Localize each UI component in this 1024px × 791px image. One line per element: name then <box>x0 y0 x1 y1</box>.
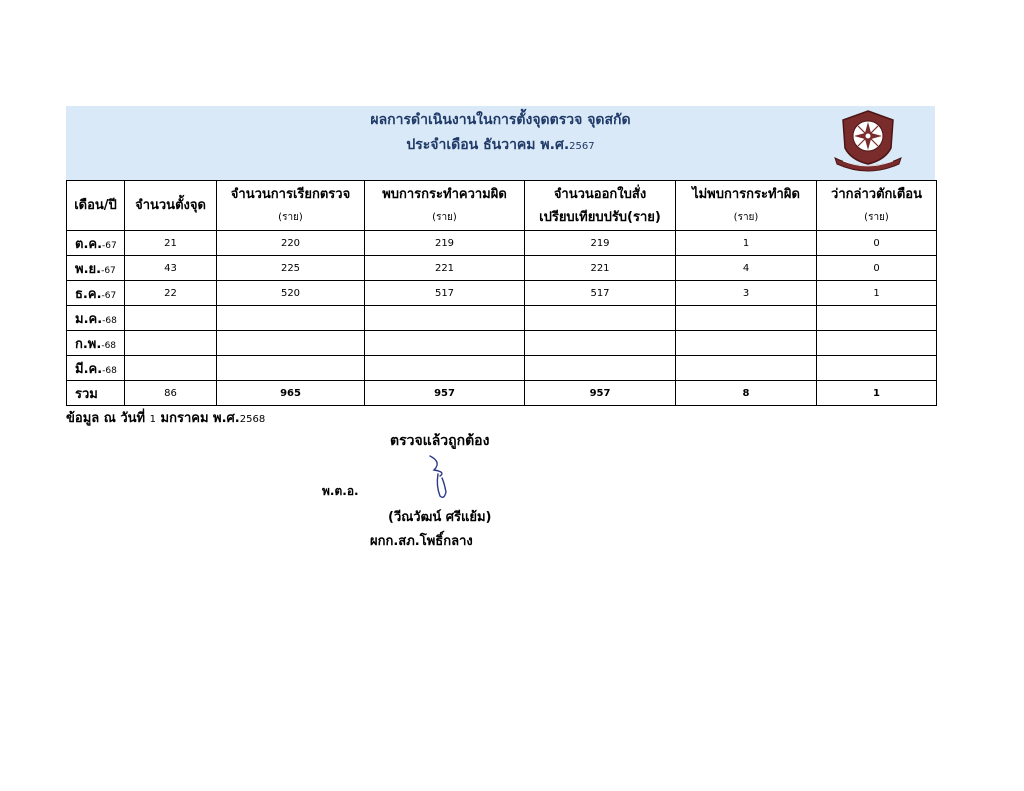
column-header <box>817 181 937 231</box>
value-cell <box>125 306 217 331</box>
column-header <box>525 181 676 231</box>
report-table <box>66 180 937 406</box>
column-header-line2: (ราย) <box>432 211 457 223</box>
value-cell <box>676 331 817 356</box>
value-cell: 520 <box>217 281 365 306</box>
value-cell <box>217 356 365 381</box>
value-cell <box>365 356 525 381</box>
month-year: -68 <box>102 315 117 326</box>
value-cell <box>125 331 217 356</box>
value-cell: 220 <box>217 231 365 256</box>
value-cell: 517 <box>365 281 525 306</box>
value-cell: 3 <box>676 281 817 306</box>
value-cell <box>525 306 676 331</box>
value-cell: 43 <box>125 256 217 281</box>
table-row <box>67 356 937 381</box>
police-seal-icon <box>833 108 903 172</box>
table-row <box>67 306 937 331</box>
month-cell <box>67 256 125 281</box>
month-cell <box>67 356 125 381</box>
month-label: มี.ค. <box>75 361 103 377</box>
value-cell <box>817 306 937 331</box>
note-day: 1 <box>149 414 156 425</box>
value-cell <box>676 306 817 331</box>
month-label: ก.พ. <box>75 336 102 352</box>
column-header-line2: (ราย) <box>733 211 759 223</box>
total-value-cell: 965 <box>217 381 365 406</box>
value-cell <box>525 356 676 381</box>
note-rest: มกราคม พ.ศ. <box>156 411 240 426</box>
column-header <box>217 181 365 231</box>
subtitle-year: 2567 <box>569 141 595 152</box>
month-cell <box>67 281 125 306</box>
column-header <box>125 181 217 231</box>
signer-rank: พ.ต.อ. <box>322 484 359 498</box>
value-cell <box>525 331 676 356</box>
value-cell: 4 <box>676 256 817 281</box>
value-cell: 221 <box>525 256 676 281</box>
month-year: -67 <box>102 240 117 251</box>
value-cell: 221 <box>365 256 525 281</box>
value-cell: 1 <box>817 281 937 306</box>
month-label: ม.ค. <box>75 311 103 327</box>
month-label: พ.ย. <box>75 261 102 277</box>
column-header-line2: (ราย) <box>278 211 303 223</box>
handwritten-signature <box>420 452 464 500</box>
subtitle-month: ประจำเดือน ธันวาคม พ.ศ. <box>406 137 570 153</box>
total-row <box>67 381 937 406</box>
value-cell: 219 <box>525 231 676 256</box>
report-header <box>66 106 935 180</box>
total-value-cell: 957 <box>525 381 676 406</box>
value-cell <box>217 331 365 356</box>
column-header-line2: (ราย) <box>864 211 889 223</box>
total-value-cell: 86 <box>125 381 217 406</box>
total-value-cell: 957 <box>365 381 525 406</box>
signer-position: ผกก.สภ.โพธิ์กลาง <box>370 534 473 549</box>
column-header <box>365 181 525 231</box>
total-value-cell: 8 <box>676 381 817 406</box>
column-header-line1: จำนวนออกใบสั่ง <box>553 186 647 202</box>
table-row <box>67 231 937 256</box>
value-cell: 517 <box>525 281 676 306</box>
table-row <box>67 281 937 306</box>
value-cell: 225 <box>217 256 365 281</box>
month-year: -67 <box>101 265 116 276</box>
column-header-line1: ว่ากล่าวตักเตือน <box>831 186 922 202</box>
value-cell: 21 <box>125 231 217 256</box>
value-cell: 0 <box>817 256 937 281</box>
value-cell <box>125 356 217 381</box>
report-subtitle <box>66 134 935 156</box>
month-label: ต.ค. <box>75 236 103 252</box>
verified-label: ตรวจแล้วถูกต้อง <box>390 433 490 449</box>
month-year: -68 <box>101 340 117 351</box>
value-cell <box>817 356 937 381</box>
value-cell <box>217 306 365 331</box>
total-value-cell: 1 <box>817 381 937 406</box>
column-header <box>676 181 817 231</box>
report-title: ผลการดำเนินงานในการตั้งจุดตรวจ จุดสกัด <box>370 112 631 128</box>
column-header-line1: พบการกระทำความผิด <box>382 186 507 202</box>
column-header <box>67 181 125 231</box>
signer-name: (วีณวัฒน์ ศรีแย้ม) <box>388 510 492 525</box>
value-cell: 219 <box>365 231 525 256</box>
column-header-line1: ไม่พบการกระทำผิด <box>692 186 800 202</box>
note-prefix: ข้อมูล ณ วันที่ <box>66 411 150 426</box>
value-cell <box>676 356 817 381</box>
value-cell: 1 <box>676 231 817 256</box>
column-header-line2: เปรียบเทียบปรับ(ราย) <box>539 209 661 225</box>
value-cell <box>817 331 937 356</box>
month-label: ธ.ค. <box>75 286 102 302</box>
column-header-line1: เดือน/ปี <box>74 198 117 213</box>
month-cell <box>67 331 125 356</box>
value-cell <box>365 306 525 331</box>
value-cell <box>365 331 525 356</box>
value-cell: 0 <box>817 231 937 256</box>
note-year: 2568 <box>239 414 266 425</box>
column-header-line1: จำนวนการเรียกตรวจ <box>230 186 351 202</box>
data-date-note <box>66 407 265 428</box>
total-label: รวม <box>67 381 125 406</box>
table-header-row <box>67 181 937 231</box>
table-row <box>67 331 937 356</box>
month-cell <box>67 306 125 331</box>
month-cell <box>67 231 125 256</box>
column-header-line1: จำนวนตั้งจุด <box>135 198 206 213</box>
value-cell: 22 <box>125 281 217 306</box>
month-year: -68 <box>102 365 117 376</box>
month-year: -67 <box>101 290 117 301</box>
table-row <box>67 256 937 281</box>
